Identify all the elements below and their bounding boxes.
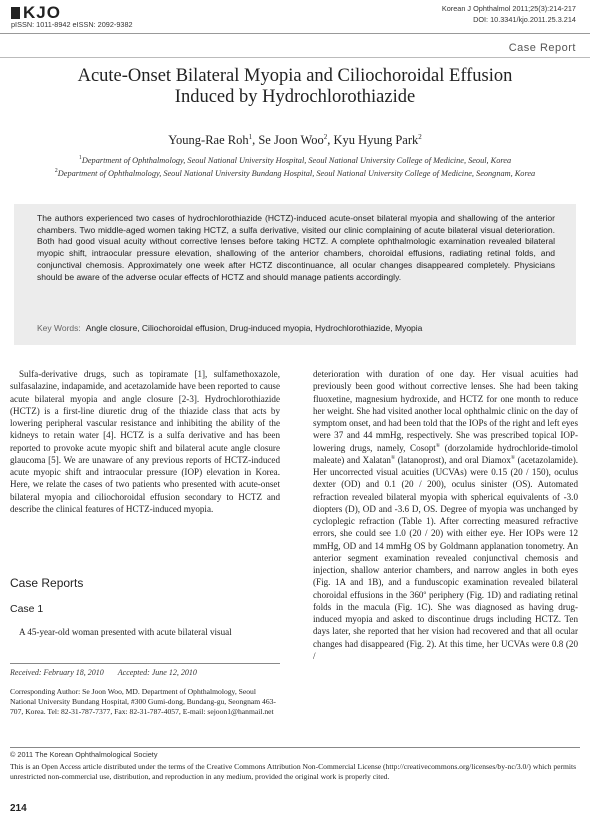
issn: pISSN: 1011-8942 eISSN: 2092-9382 (11, 20, 133, 29)
accepted-date: Accepted: June 12, 2010 (117, 668, 197, 677)
affiliation: $^2$Department of Ophthalmology, Seoul National University Bundang Hospital, Seoul National University College of Medicine, Seongnam, Korea (54, 167, 536, 178)
journal-citation (442, 4, 576, 25)
received-dates (10, 668, 211, 677)
keywords-label: Key Words: (37, 323, 81, 333)
author-name: Young-Rae Roh (168, 133, 249, 148)
copyright: © 2011 The Korean Ophthalmological Society (10, 750, 158, 759)
abstract: The authors experienced two cases of hydrochlorothiazide (HCTZ)-induced acute-onset bilateral myopia and shallowing of the anterior chambers. Two middle-aged women taking HCTZ, a sulfa derivative, visited our clinic complaining of acute bilateral visual deterioration. Both had good visual acuity without corrective lenses before taking HCTZ. A complete ophthalmologic examination revealed bilateral myopic shift, intraocular pressure elevation, shallowing of the anterior chambers, choroidal effusions, radiating retinal folds, and conjunctival chemosis. Approximately one week after HCTZ discontinuance, all ocular changes disappeared completely. Physicians should be aware of the adverse ocular effects of HCTZ and should manage patients accordingly. (37, 213, 555, 282)
open-access-statement: This is an Open Access article distributed under the terms of the Creative Commons Attribution Non-Commercial License (http://creativecommons.org/licenses/by-nc/3.0/) which permits unrestricted non-commercial use, distribution, and reproduction in any medium, provided the original work is properly cited. (10, 762, 577, 782)
doi[interactable]: DOI: 10.3341/kjo.2011.25.3.214 (473, 14, 576, 24)
case1-text: A 45-year-old woman presented with acute bilateral visual (19, 627, 232, 637)
corresponding-author: Corresponding Author: Se Joon Woo, MD. Department of Ophthalmology, Seoul National University Bundang Hospital, #300 Gumi-dong, Bundang-gu, Seongnam 463-707, Korea. Tel: 82-31-787-7377, Fax: 82-31-787-4057, E-mail: sejoon1@hanmail.net (10, 687, 276, 717)
received-date: Received: February 18, 2010 (10, 668, 104, 677)
journal-logo: KJO (11, 3, 61, 23)
introduction-paragraph: Sulfa-derivative drugs, such as topiramate [1], sulfamethoxazole, sulfasalazine, indapamide, and acetazolamide have been reported to cause acute bilateral myopia and angle closure [2-3]. Hydrochlorothiazide (HCTZ) is a first-line diuretic drug of the thiazide class that acts by lowering peripheral vascular resistance and inhibiting the ability of the kidneys to retain water [4]. HCTZ is a sulfa derivative and has been reported to provoke acute myopic shift and bilateral acute angle closure glaucoma [5]. We are unaware of any previous reports of HCTZ-induced acute myopic shift and intraocular pressure (IOP) elevation in Korea. Here, we relate the cases of two patients who presented with acute-onset bilateral myopia and ciliochoroidal effusion secondary to HCTZ and describe the clinical features of HCTZ-induced myopia. (10, 369, 280, 514)
section-rule (0, 57, 590, 58)
case-reports-heading: Case Reports (10, 576, 84, 590)
author-name: Se Joon Woo (258, 133, 324, 148)
header-rule (0, 33, 590, 34)
article-title: Acute-Onset Bilateral Myopia and Ciliochoroidal Effusion Induced by Hydrochlorothiazide (77, 66, 513, 107)
logo-square-icon (11, 7, 20, 19)
author-list: Young-Rae Roh$^1$, Se Joon Woo$^2$, Kyu Hyung Park$^2$ (168, 133, 422, 148)
author-name: Kyu Hyung Park (333, 133, 419, 148)
page-number: 214 (10, 803, 27, 814)
affiliation: $^1$Department of Ophthalmology, Seoul National University Hospital, Seoul National University College of Medicine, Seoul, Korea (78, 155, 512, 165)
case1-heading: Case 1 (10, 603, 44, 615)
case1-continued: deterioration with duration of one day. Her visual acuities had previously been good without corrective lenses. She had been taking fluoxetine, magnesium hydroxide, and HCTZ for one month to reduce her weight. She had visited another local ophthalmic clinic on the day of symptom onset, and had been told that the IOPs of the right and left eyes were 37 and 44 mmHg, respectively. She was prescribed topical IOP-lowering drugs, namely, Cosopt® (dorzolamide hydrochloride-timolol maleate) and Xalatan® (latanoprost), and oral Diamox® (acetazolamide). Her uncorrected visual acuities (UCVAs) were 0.15 (20 / 150), oculus dexter (OD) and 0.1 (20 / 200), oculus sinister (OS). Automated refraction revealed bilateral myopia with spherical equivalents of -3.0 diopters (D), OD and -3.6 D, OS. Degree of myopia was unchanged by cycloplegic refraction (Table 1). After correcting measured refractive errors, she could see 1.0 (20 / 20) with either eye. Her IOPs were 12 mmHg, OD and 14 mmHg OS by Goldmann applanation tonometry. An anterior segment examination revealed conjunctival chemosis and injection, shallow anterior chambers, and narrow angles in both eyes (Fig. 1A and 1B), and a funduscopic examination revealed bilateral choroidal effusions in the 360$^o$ periphery (Fig. 1D) and radiating retinal folds in the macula (Fig. 1C). She was diagnosed as having drug-induced myopia and asked to discontinue drugs including HCTZ. Ten days later, she reported that her vision had recovered and that all ocular changes had disappeared (Fig. 2). At this time, her UCVAs were 0.8 (20 / (313, 369, 579, 661)
keywords (37, 323, 557, 333)
section-label: Case Report (508, 42, 576, 54)
footer-rule (10, 747, 580, 748)
affiliations (20, 153, 570, 179)
footnote-rule (10, 663, 280, 664)
journal-ref: Korean J Ophthalmol 2011;25(3):214-217 (441, 4, 576, 13)
keywords-text: Angle closure, Ciliochoroidal effusion, Drug-induced myopia, Hydrochlorothiazide, Myopia (85, 323, 423, 333)
